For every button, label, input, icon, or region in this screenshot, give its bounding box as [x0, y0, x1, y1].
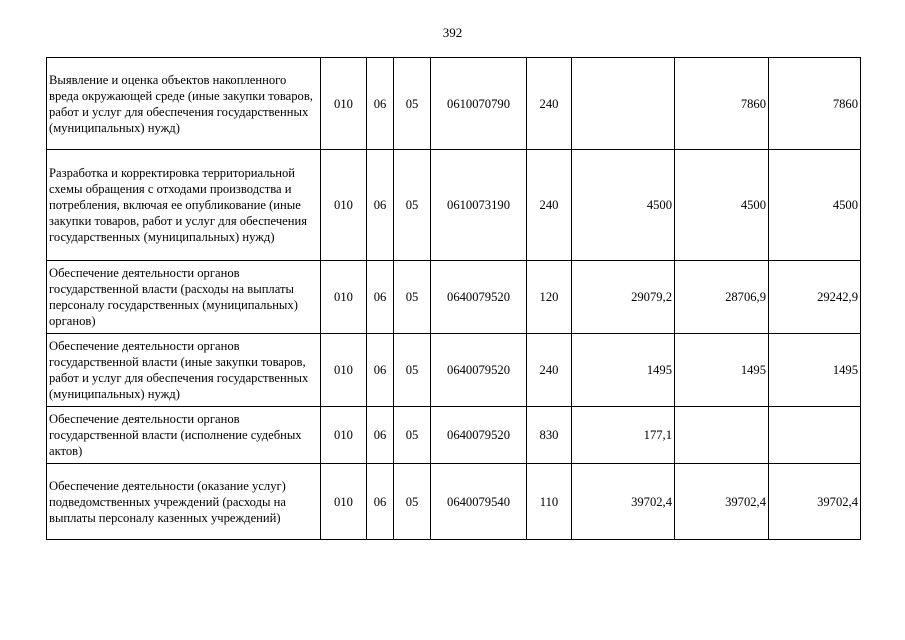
section-code-cell: 06 — [367, 407, 394, 464]
amount-year2-cell — [675, 407, 769, 464]
amount-year3-cell: 4500 — [769, 150, 861, 261]
target-article-cell: 0610073190 — [431, 150, 527, 261]
amount-year1-cell: 177,1 — [572, 407, 675, 464]
amount-year3-cell — [769, 407, 861, 464]
amount-year3-cell: 39702,4 — [769, 464, 861, 540]
target-article-cell: 0640079540 — [431, 464, 527, 540]
amount-year2-cell: 4500 — [675, 150, 769, 261]
subsection-code-cell: 05 — [394, 407, 431, 464]
page-number: 392 — [442, 25, 463, 40]
section-code-cell: 06 — [367, 150, 394, 261]
amount-year2-cell: 7860 — [675, 58, 769, 150]
row-name-cell: Выявление и оценка объектов накопленного вреда окружающей среде (иные закупки товаров, работ и услуг для обеспечения государственных (муниципальных) нужд) — [47, 58, 321, 150]
table-row — [47, 150, 861, 261]
amount-year1-cell: 1495 — [572, 334, 675, 407]
table-row — [47, 407, 861, 464]
row-name-cell: Разработка и корректировка территориальной схемы обращения с отходами производства и потребления, включая ее опубликование (иные закупки товаров, работ и услуг для обеспечения государственных (муниципальных) нужд) — [47, 150, 321, 261]
target-article-cell: 0610070790 — [431, 58, 527, 150]
amount-year3-cell: 7860 — [769, 58, 861, 150]
row-name-cell: Обеспечение деятельности (оказание услуг) подведомственных учреждений (расходы на выплаты персоналу казенных учреждений) — [47, 464, 321, 540]
amount-year1-cell: 4500 — [572, 150, 675, 261]
table-row — [47, 464, 861, 540]
target-article-cell: 0640079520 — [431, 334, 527, 407]
table-row — [47, 58, 861, 150]
subsection-code-cell: 05 — [394, 334, 431, 407]
table-row — [47, 261, 861, 334]
subsection-code-cell: 05 — [394, 150, 431, 261]
ministry-code-cell: 010 — [321, 58, 367, 150]
amount-year2-cell: 28706,9 — [675, 261, 769, 334]
ministry-code-cell: 010 — [321, 464, 367, 540]
amount-year2-cell: 39702,4 — [675, 464, 769, 540]
target-article-cell: 0640079520 — [431, 261, 527, 334]
budget-table — [46, 57, 861, 540]
section-code-cell: 06 — [367, 464, 394, 540]
section-code-cell: 06 — [367, 334, 394, 407]
section-code-cell: 06 — [367, 58, 394, 150]
expense-type-cell: 240 — [527, 150, 572, 261]
expense-type-cell: 120 — [527, 261, 572, 334]
section-code-cell: 06 — [367, 261, 394, 334]
row-name-cell: Обеспечение деятельности органов государственной власти (исполнение судебных актов) — [47, 407, 321, 464]
amount-year3-cell: 1495 — [769, 334, 861, 407]
subsection-code-cell: 05 — [394, 58, 431, 150]
amount-year3-cell: 29242,9 — [769, 261, 861, 334]
subsection-code-cell: 05 — [394, 261, 431, 334]
row-name-cell: Обеспечение деятельности органов государственной власти (расходы на выплаты персоналу государственных (муниципальных) органов) — [47, 261, 321, 334]
ministry-code-cell: 010 — [321, 261, 367, 334]
expense-type-cell: 110 — [527, 464, 572, 540]
expense-type-cell: 240 — [527, 334, 572, 407]
amount-year2-cell: 1495 — [675, 334, 769, 407]
amount-year1-cell: 29079,2 — [572, 261, 675, 334]
ministry-code-cell: 010 — [321, 150, 367, 261]
amount-year1-cell — [572, 58, 675, 150]
table-row — [47, 334, 861, 407]
row-name-cell: Обеспечение деятельности органов государственной власти (иные закупки товаров, работ и услуг для обеспечения государственных (муниципальных) нужд) — [47, 334, 321, 407]
expense-type-cell: 830 — [527, 407, 572, 464]
ministry-code-cell: 010 — [321, 407, 367, 464]
expense-type-cell: 240 — [527, 58, 572, 150]
target-article-cell: 0640079520 — [431, 407, 527, 464]
subsection-code-cell: 05 — [394, 464, 431, 540]
amount-year1-cell: 39702,4 — [572, 464, 675, 540]
ministry-code-cell: 010 — [321, 334, 367, 407]
